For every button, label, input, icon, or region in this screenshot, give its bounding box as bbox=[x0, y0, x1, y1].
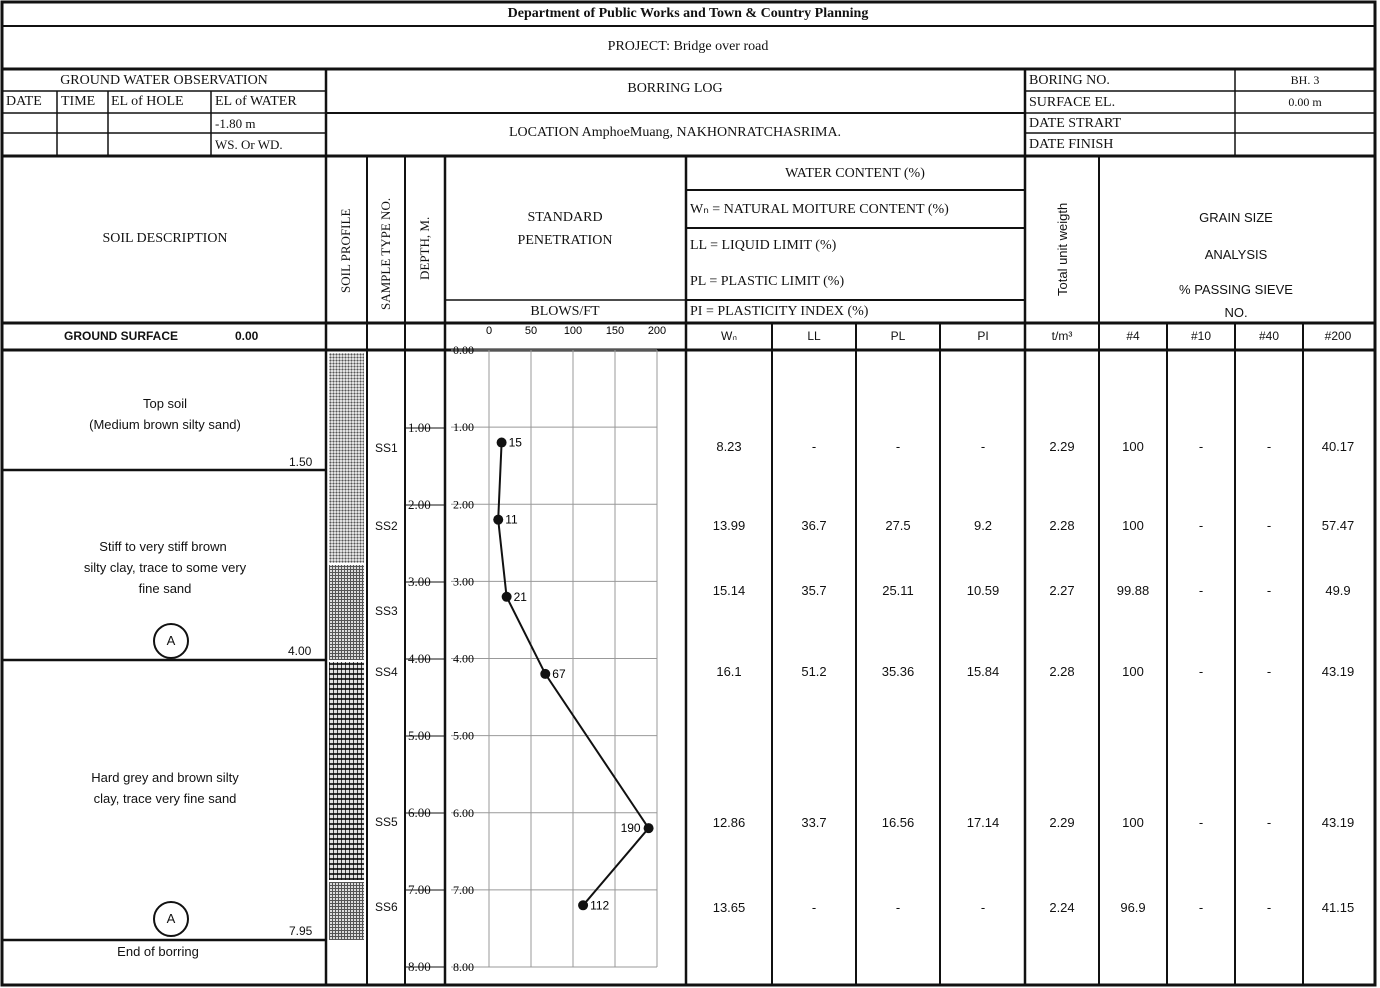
cell-sieve-4: 96.9 bbox=[1120, 900, 1146, 915]
depth-label-7: 7.00 bbox=[408, 882, 431, 897]
profile-silty-sand bbox=[329, 353, 364, 563]
cell-sieve-40: - bbox=[1266, 664, 1272, 679]
unit-weight-header: Total unit weigth bbox=[1055, 202, 1070, 296]
spt-y-tick-0.00: 0.00 bbox=[453, 343, 474, 357]
project-name: PROJECT: Bridge over road bbox=[607, 39, 769, 54]
cell-unit-weight: 2.29 bbox=[1049, 439, 1075, 454]
layer-2-marker: A bbox=[153, 623, 189, 659]
grain-size-line4: NO. bbox=[1224, 305, 1248, 320]
cell-pi: 9.2 bbox=[973, 518, 993, 533]
cell-wn: 16.1 bbox=[716, 664, 742, 679]
spt-point-label-1: 15 bbox=[508, 435, 522, 450]
gw-note: WS. Or WD. bbox=[215, 137, 283, 152]
layer-3-bottom: 7.95 bbox=[289, 924, 313, 938]
spt-y-tick-7.00: 7.00 bbox=[453, 882, 474, 897]
cell-pl: 16.56 bbox=[881, 815, 915, 830]
cell-sieve-200: 41.15 bbox=[1321, 900, 1355, 915]
cell-pl: - bbox=[895, 900, 901, 915]
cell-wn: 8.23 bbox=[716, 439, 742, 454]
surface-el-label: SURFACE EL. bbox=[1029, 95, 1116, 110]
cell-wn: 13.65 bbox=[712, 900, 746, 915]
cell-unit-weight: 2.27 bbox=[1049, 583, 1075, 598]
cell-pl: 27.5 bbox=[885, 518, 911, 533]
spt-x-tick-200: 200 bbox=[647, 325, 667, 337]
gw-col-el-hole: EL of HOLE bbox=[111, 94, 184, 109]
cell-pi: 10.59 bbox=[966, 583, 1000, 598]
cell-pi: - bbox=[980, 439, 986, 454]
ground-surface-label: GROUND SURFACE bbox=[64, 329, 179, 343]
layer-3-line1: Hard grey and brown silty bbox=[91, 770, 239, 785]
cell-unit-weight: 2.24 bbox=[1049, 900, 1075, 915]
spt-y-tick-1.00: 1.00 bbox=[453, 420, 474, 435]
layer-2-line3: fine sand bbox=[138, 581, 192, 596]
gw-water-level: -1.80 m bbox=[215, 116, 256, 131]
spt-point-label-5: 190 bbox=[620, 821, 641, 836]
cell-unit-weight: 2.29 bbox=[1049, 815, 1075, 830]
cell-sieve-10: - bbox=[1198, 439, 1204, 454]
spt-y-tick-5.00: 5.00 bbox=[453, 728, 474, 743]
cell-ll: - bbox=[811, 900, 817, 915]
cell-sieve-40: - bbox=[1266, 815, 1272, 830]
cell-sieve-4: 100 bbox=[1122, 518, 1144, 533]
cell-sieve-200: 40.17 bbox=[1321, 439, 1355, 454]
spt-y-tick-4.00: 4.00 bbox=[453, 651, 474, 666]
depth-label-4: 4.00 bbox=[408, 651, 431, 666]
pi-definition: PI = PLASTICITY INDEX (%) bbox=[690, 304, 869, 319]
cell-ll: - bbox=[811, 439, 817, 454]
gw-col-el-water: EL of WATER bbox=[215, 94, 297, 109]
cell-sieve-10: - bbox=[1198, 900, 1204, 915]
borring-log-title: BORRING LOG bbox=[627, 81, 723, 96]
boring-no-value: BH. 3 bbox=[1290, 73, 1320, 87]
spt-y-tick-8.00: 8.00 bbox=[453, 960, 474, 974]
sample-id-1: SS1 bbox=[375, 441, 398, 455]
end-of-boring: End of borring bbox=[117, 944, 199, 959]
cell-wn: 15.14 bbox=[712, 583, 746, 598]
ll-definition: LL = LIQUID LIMIT (%) bbox=[690, 238, 837, 253]
spt-point-3 bbox=[502, 592, 512, 602]
depth-header: DEPTH, M. bbox=[417, 216, 432, 280]
gw-col-date: DATE bbox=[6, 94, 42, 109]
spt-point-5 bbox=[644, 823, 654, 833]
depth-label-8: 8.00 bbox=[408, 959, 431, 974]
soil-profile-header: SOIL PROFILE bbox=[338, 208, 353, 293]
cell-sieve-200: 57.47 bbox=[1321, 518, 1355, 533]
sub-ll: LL bbox=[807, 329, 821, 343]
spt-y-tick-3.00: 3.00 bbox=[453, 574, 474, 589]
cell-sieve-200: 43.19 bbox=[1321, 664, 1355, 679]
surface-el-value: 0.00 m bbox=[1288, 95, 1322, 109]
sample-id-5: SS5 bbox=[375, 815, 398, 829]
cell-sieve-40: - bbox=[1266, 583, 1272, 598]
layer-3-line2: clay, trace very fine sand bbox=[93, 791, 237, 806]
profile-silty-clay bbox=[329, 565, 364, 660]
spt-point-label-4: 67 bbox=[552, 666, 566, 681]
spt-y-tick-6.00: 6.00 bbox=[453, 805, 474, 820]
grain-size-line1: GRAIN SIZE bbox=[1199, 210, 1273, 225]
spt-point-4 bbox=[540, 669, 550, 679]
spt-tick-labels bbox=[453, 325, 666, 974]
depth-label-1: 1.00 bbox=[408, 420, 431, 435]
sub-sieve-200: #200 bbox=[1324, 329, 1352, 343]
spt-point-label-3: 21 bbox=[513, 589, 527, 604]
cell-wn: 13.99 bbox=[712, 518, 746, 533]
cell-sieve-40: - bbox=[1266, 518, 1272, 533]
date-finish-label: DATE FINISH bbox=[1029, 137, 1114, 152]
spt-x-tick-100: 100 bbox=[563, 325, 583, 337]
sub-pi: PI bbox=[977, 329, 989, 343]
cell-pl: 25.11 bbox=[882, 583, 914, 598]
depth-label-2: 2.00 bbox=[408, 497, 431, 512]
sub-unit: t/m³ bbox=[1051, 329, 1073, 343]
sample-id-2: SS2 bbox=[375, 519, 398, 533]
spt-point-1 bbox=[497, 438, 507, 448]
sample-type-header: SAMPLE TYPE NO. bbox=[378, 197, 393, 310]
location-text: LOCATION AmphoeMuang, NAKHONRATCHASRIMA. bbox=[508, 125, 842, 140]
spt-x-tick-0: 0 bbox=[485, 325, 493, 337]
cell-sieve-4: 100 bbox=[1122, 664, 1144, 679]
spt-header-line1: STANDARD bbox=[527, 210, 603, 225]
cell-ll: 35.7 bbox=[801, 583, 827, 598]
cell-sieve-10: - bbox=[1198, 664, 1204, 679]
cell-sieve-40: - bbox=[1266, 439, 1272, 454]
depth-label-6: 6.00 bbox=[408, 805, 431, 820]
water-content-header: WATER CONTENT (%) bbox=[785, 166, 925, 181]
boring-no-label: BORING NO. bbox=[1029, 73, 1110, 88]
spt-header-line2: PENETRATION bbox=[517, 233, 613, 248]
sub-pl: PL bbox=[890, 329, 906, 343]
grain-size-line2: ANALYSIS bbox=[1204, 247, 1268, 262]
cell-sieve-10: - bbox=[1198, 518, 1204, 533]
cell-sieve-4: 99.88 bbox=[1116, 583, 1150, 598]
depth-label-5: 5.00 bbox=[408, 728, 431, 743]
gw-col-time: TIME bbox=[61, 94, 96, 109]
cell-sieve-200: 43.19 bbox=[1321, 815, 1355, 830]
cell-ll: 51.2 bbox=[801, 664, 827, 679]
spt-grid bbox=[451, 350, 657, 967]
spt-y-tick-2.00: 2.00 bbox=[453, 497, 474, 512]
pl-definition: PL = PLASTIC LIMIT (%) bbox=[690, 274, 845, 289]
layer-1-bottom: 1.50 bbox=[289, 455, 313, 469]
cell-sieve-10: - bbox=[1198, 815, 1204, 830]
sheet-title: Department of Public Works and Town & Country Planning bbox=[507, 6, 869, 21]
sample-id-4: SS4 bbox=[375, 665, 398, 679]
sub-sieve-40: #40 bbox=[1258, 329, 1280, 343]
sub-sieve-4: #4 bbox=[1126, 329, 1140, 343]
spt-point-6 bbox=[578, 900, 588, 910]
spt-point-label-6: 112 bbox=[590, 898, 610, 913]
depth-label-3: 3.00 bbox=[408, 574, 431, 589]
wn-definition: Wₙ = NATURAL MOITURE CONTENT (%) bbox=[690, 202, 949, 217]
sample-id-6: SS6 bbox=[375, 900, 398, 914]
cell-pi: 15.84 bbox=[966, 664, 1000, 679]
sub-sieve-10: #10 bbox=[1190, 329, 1212, 343]
soil-description-header: SOIL DESCRIPTION bbox=[102, 231, 228, 246]
cell-ll: 36.7 bbox=[801, 518, 827, 533]
cell-unit-weight: 2.28 bbox=[1049, 664, 1075, 679]
cell-pi: - bbox=[980, 900, 986, 915]
spt-point-label-2: 11 bbox=[505, 512, 518, 527]
spt-chart bbox=[445, 320, 686, 985]
cell-sieve-200: 49.9 bbox=[1325, 583, 1351, 598]
spt-x-tick-50: 50 bbox=[524, 325, 538, 337]
sub-wn: Wₙ bbox=[720, 329, 738, 343]
spt-x-tick-150: 150 bbox=[605, 325, 625, 337]
layer-1-line1: Top soil bbox=[142, 396, 188, 411]
cell-pi: 17.14 bbox=[966, 815, 1000, 830]
layer-2-line1: Stiff to very stiff brown bbox=[99, 539, 227, 554]
profile-hard-clay-lower bbox=[329, 882, 364, 940]
ground-surface-value: 0.00 bbox=[235, 329, 259, 343]
date-start-label: DATE STRART bbox=[1029, 116, 1122, 131]
cell-wn: 12.86 bbox=[712, 815, 746, 830]
cell-sieve-4: 100 bbox=[1122, 815, 1144, 830]
layer-3-marker: A bbox=[153, 901, 189, 937]
spt-point-2 bbox=[493, 515, 503, 525]
ground-water-title: GROUND WATER OBSERVATION bbox=[60, 73, 268, 88]
cell-unit-weight: 2.28 bbox=[1049, 518, 1075, 533]
layer-1-line2: (Medium brown silty sand) bbox=[89, 417, 241, 432]
grain-size-line3: % PASSING SIEVE bbox=[1179, 282, 1293, 297]
sample-id-3: SS3 bbox=[375, 604, 398, 618]
cell-sieve-10: - bbox=[1198, 583, 1204, 598]
layer-2-bottom: 4.00 bbox=[288, 644, 312, 658]
cell-sieve-4: 100 bbox=[1122, 439, 1144, 454]
blows-header: BLOWS/FT bbox=[530, 304, 600, 319]
cell-pl: 35.36 bbox=[881, 664, 915, 679]
layer-2-line2: silty clay, trace to some very bbox=[83, 560, 247, 575]
cell-sieve-40: - bbox=[1266, 900, 1272, 915]
profile-hard-clay bbox=[329, 662, 364, 880]
cell-pl: - bbox=[895, 439, 901, 454]
cell-ll: 33.7 bbox=[801, 815, 827, 830]
